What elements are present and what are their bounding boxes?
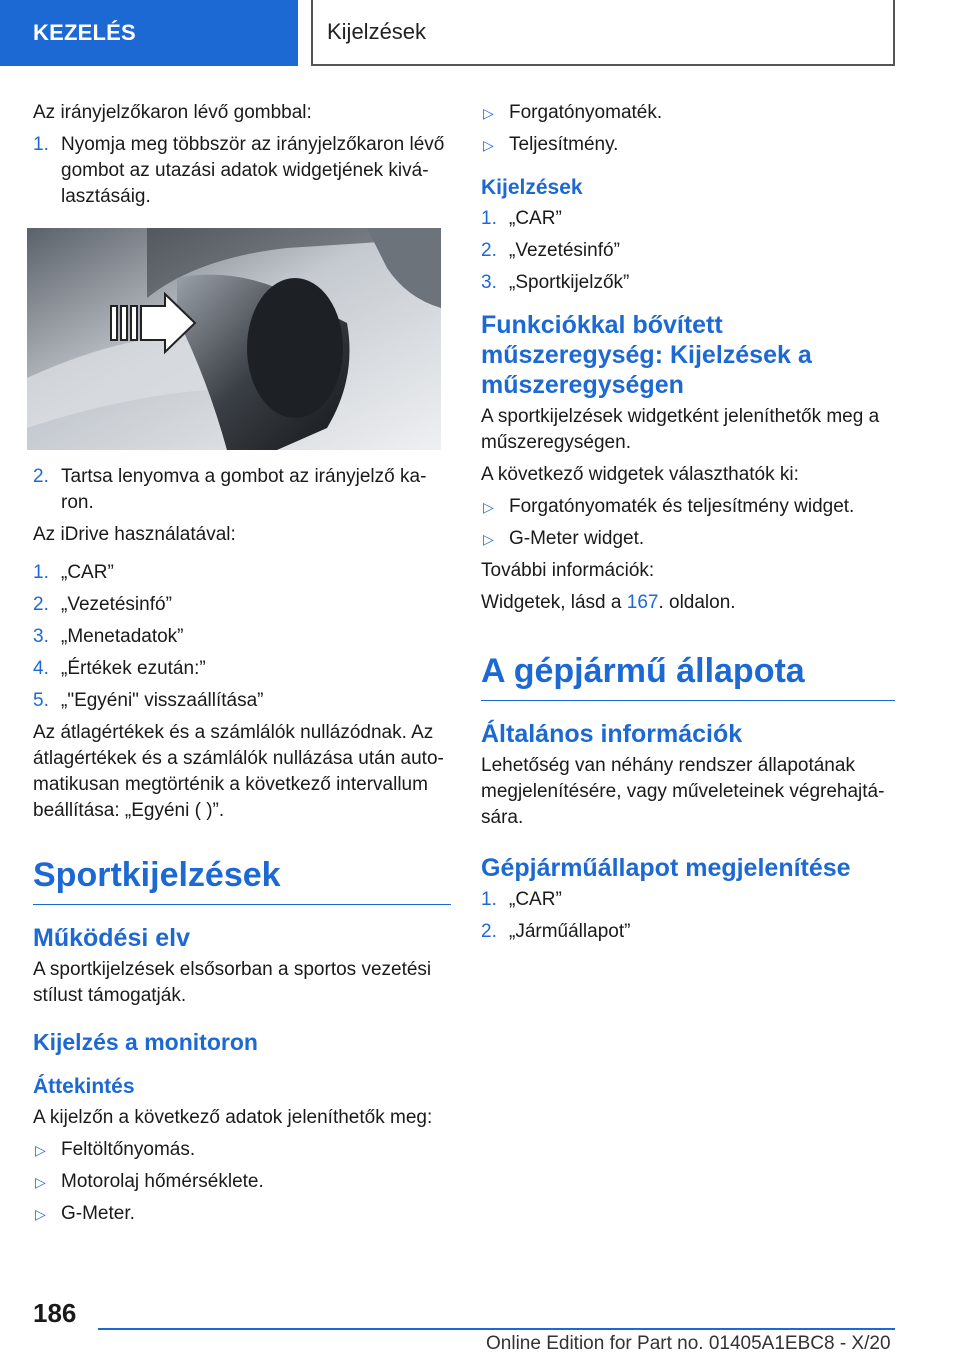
- footer-divider: [98, 1328, 895, 1330]
- heading-extended-cluster: Funkciókkal bővített műszeregység: Kijelzések a műszeregységen: [481, 311, 812, 399]
- idrive-steps: [33, 560, 451, 714]
- page-header: [0, 0, 960, 66]
- page-link[interactable]: 167: [626, 592, 659, 613]
- list-item: 5. „"Egyéni" visszaállítása”: [33, 690, 264, 711]
- lever-illustration: [27, 228, 441, 450]
- heading-show-status: Gépjárműállapot megjelenítése: [481, 854, 851, 882]
- list-item: 2. „Vezetésinfó”: [481, 240, 620, 261]
- list-item: 3. „Sportkijelzők”: [481, 272, 630, 293]
- principle-text: A sportkijelzések elsősorban a sportos vezetési stílust támogatják.: [33, 959, 432, 1006]
- widgets-list: [481, 494, 895, 552]
- general-text: Lehetőség van néhány rendszer állapotának megjelenítésére, vagy műveleteinek végrehajtására.: [481, 755, 885, 828]
- overview-text: A kijelzőn a következő adatok jeleníthetők meg:: [33, 1107, 433, 1128]
- turn-signal-lever-image: [27, 228, 441, 450]
- heading-principle: Működési elv: [33, 924, 190, 952]
- status-steps: [481, 887, 895, 945]
- chapter-tab: KEZELÉS: [0, 0, 298, 66]
- list-item: 1. „CAR”: [481, 208, 562, 229]
- idrive-intro: Az iDrive használatával:: [33, 524, 236, 545]
- list-item: ▷ G-Meter widget.: [481, 526, 895, 552]
- triangle-bullet-icon: ▷: [483, 531, 494, 547]
- footer-edition: Online Edition for Part no. 01405A1EBC8 - X/20: [486, 1333, 891, 1354]
- list-item: ▷ Teljesítmény.: [481, 132, 895, 158]
- list-item: 2. Tartsa lenyomva a gombot az irányjelző karon.: [33, 466, 427, 513]
- page-number: 186: [33, 1298, 77, 1328]
- list-item: 1. „CAR”: [33, 562, 114, 583]
- heading-general-info: Általános információk: [481, 720, 743, 748]
- triangle-bullet-icon: ▷: [35, 1142, 46, 1158]
- heading-sport: Sportkijelzések: [33, 854, 451, 905]
- heading-monitor: Kijelzés a monitoron: [33, 1029, 258, 1055]
- heading-vehicle-status: A gépjármű állapota: [481, 650, 895, 701]
- left-column: [33, 100, 451, 1233]
- list-item: 3. „Menetadatok”: [33, 626, 184, 647]
- widget-reference: Widgetek, lásd a 167. oldalon.: [481, 592, 736, 613]
- overview-list: [33, 1137, 451, 1227]
- heading-display: Kijelzések: [481, 176, 583, 199]
- triangle-bullet-icon: ▷: [483, 137, 494, 153]
- triangle-bullet-icon: ▷: [35, 1174, 46, 1190]
- steps-list-a: [33, 132, 451, 210]
- triangle-bullet-icon: ▷: [35, 1206, 46, 1222]
- extended-text: A sportkijelzések widgetként jeleníthetők meg a műszeregységen.: [481, 406, 880, 453]
- list-item: 1. Nyomja meg többször az irányjelzőkaron lévő gombot az utazási adatok widgetjének kiválasztásáig.: [33, 134, 445, 207]
- reset-note: Az átlagértékek és a számlálók nullázódnak. Az átlagértékek és a számlálók nullázása után automatikusan megtörténik a következő intervallum beállítása: „Egyéni ( )”.: [33, 722, 444, 821]
- steps-list-b: [33, 464, 451, 516]
- triangle-bullet-icon: ▷: [483, 105, 494, 121]
- heading-overview: Áttekintés: [33, 1075, 135, 1098]
- list-item: ▷ Forgatónyomaték.: [481, 100, 895, 126]
- overview-list-cont: [481, 100, 895, 158]
- list-item: 2. „Vezetésinfó”: [33, 594, 172, 615]
- list-item: ▷ Feltöltőnyomás.: [33, 1137, 451, 1163]
- intro-text: Az irányjelzőkaron lévő gombbal:: [33, 102, 312, 123]
- list-item: 4. „Értékek ezután:”: [33, 658, 206, 679]
- list-item: ▷ G-Meter.: [33, 1201, 451, 1227]
- section-title: Kijelzések: [311, 0, 895, 66]
- list-item: 2. „Járműállapot”: [481, 921, 631, 942]
- list-item: ▷ Forgatónyomaték és teljesítmény widget.: [481, 494, 895, 520]
- display-steps: [481, 206, 895, 296]
- more-info-label: További információk:: [481, 560, 655, 581]
- widgets-intro: A következő widgetek választhatók ki:: [481, 464, 799, 485]
- right-column: [481, 100, 895, 951]
- list-item: 1. „CAR”: [481, 889, 562, 910]
- list-item: ▷ Motorolaj hőmérséklete.: [33, 1169, 451, 1195]
- triangle-bullet-icon: ▷: [483, 499, 494, 515]
